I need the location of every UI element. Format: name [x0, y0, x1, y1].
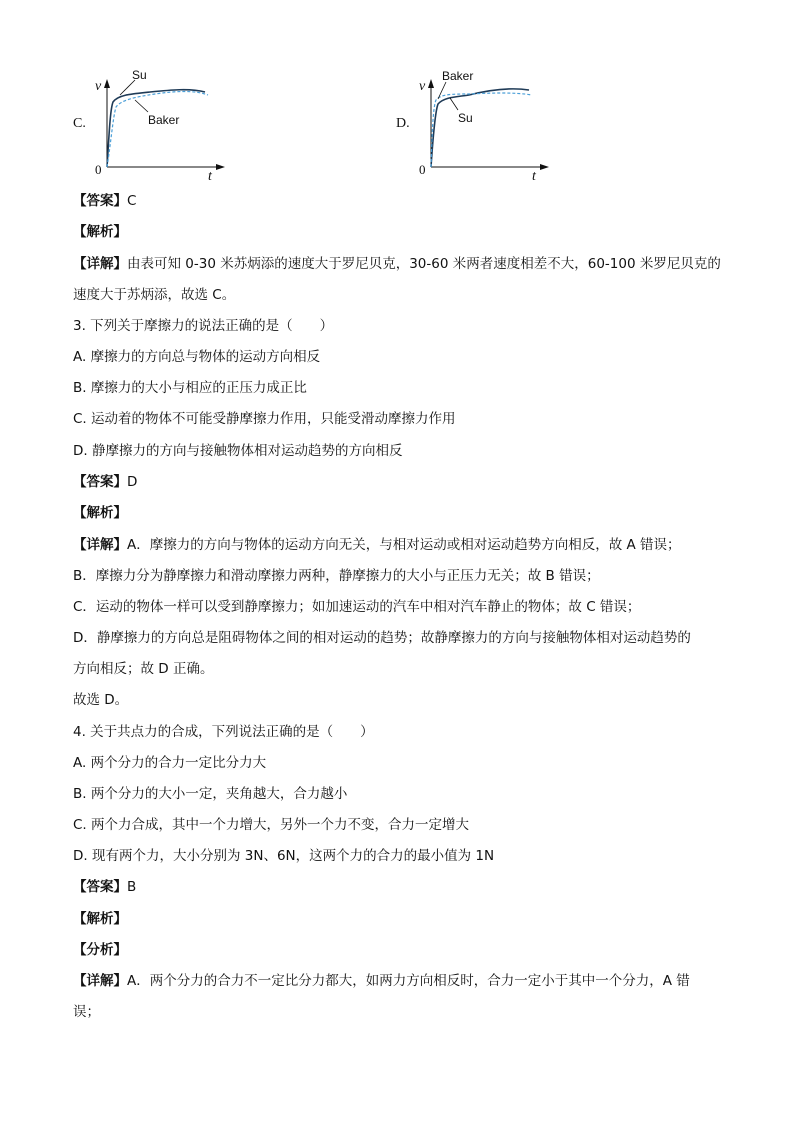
- q4-option-c: C. 两个力合成，其中一个力增大，另外一个力不变，合力一定增大: [73, 817, 470, 833]
- velocity-time-graph-c: [90, 62, 230, 182]
- option-d-label: D.: [396, 116, 410, 131]
- q3-option-b: B. 摩擦力的大小与相应的正压力成正比: [73, 380, 307, 396]
- q3-conclusion: 故选 D。: [73, 692, 129, 708]
- answer-value: D: [127, 474, 138, 490]
- su-curve: [431, 93, 532, 167]
- q4-detail-a-line-1: [73, 971, 690, 991]
- baker-curve: [431, 89, 529, 167]
- q4-answer: [73, 877, 136, 897]
- q4-option-b: B. 两个分力的大小一定，夹角越大，合力越小: [73, 786, 348, 802]
- baker-leader: [438, 82, 446, 99]
- baker-label: Baker: [442, 69, 474, 83]
- velocity-time-graph-d: [414, 62, 554, 182]
- q2-detail-line-2: 速度大于苏炳添，故选 C。: [73, 287, 236, 303]
- q3-detail-a: [73, 535, 681, 555]
- detail-text: 由表可知 0-30 米苏炳添的速度大于罗尼贝克，30-60 米两者速度相差不大，60-100 米罗尼贝克的: [127, 256, 721, 272]
- y-axis-label: v: [419, 79, 426, 94]
- detail-text: A．两个分力的合力不一定比分力都大，如两力方向相反时，合力一定小于其中一个分力，A 错: [127, 973, 690, 989]
- q2-answer: [73, 191, 136, 211]
- q3-detail-d-line-1: D．静摩擦力的方向总是阻碍物体之间的相对运动的趋势；故静摩擦力的方向与接触物体相对运动趋势的: [73, 630, 691, 646]
- answer-tag: 【答案】: [73, 193, 127, 209]
- fenxi-tag: 【分析】: [73, 942, 127, 958]
- q3-detail-d-line-2: 方向相反；故 D 正确。: [73, 661, 214, 677]
- q3-answer: [73, 472, 137, 492]
- y-axis-label: v: [95, 79, 102, 94]
- analysis-tag: 【解析】: [73, 505, 127, 521]
- detail-tag: 【详解】: [73, 256, 127, 272]
- q4-option-d: D. 现有两个力，大小分别为 3N、6N，这两个力的合力的最小值为 1N: [73, 848, 495, 864]
- x-axis-label: t: [208, 169, 212, 182]
- analysis-tag: 【解析】: [73, 224, 127, 240]
- detail-tag: 【详解】: [73, 973, 127, 989]
- q3-analysis-heading: [73, 503, 127, 523]
- answer-tag: 【答案】: [73, 879, 127, 895]
- baker-leader: [135, 100, 148, 112]
- q2-analysis-heading: [73, 222, 127, 242]
- q3-option-c: C. 运动着的物体不可能受静摩擦力作用，只能受滑动摩擦力作用: [73, 411, 456, 427]
- answer-value: B: [127, 879, 137, 895]
- q4-analysis-heading: [73, 909, 127, 929]
- analysis-tag: 【解析】: [73, 911, 127, 927]
- su-label: Su: [132, 68, 147, 82]
- x-axis-arrow: [216, 164, 225, 170]
- detail-text: A．摩擦力的方向与物体的运动方向无关，与相对运动或相对运动趋势方向相反，故 A 错误；: [127, 537, 681, 553]
- q4-fenxi-heading: [73, 940, 127, 960]
- option-c-label: C.: [73, 116, 86, 131]
- answer-value: C: [127, 193, 137, 209]
- q4-detail-a-line-2: 误；: [73, 1004, 100, 1020]
- q4-stem: 4. 关于共点力的合成，下列说法正确的是（ ）: [73, 724, 374, 740]
- q3-option-a: A. 摩擦力的方向总与物体的运动方向相反: [73, 349, 321, 365]
- q3-detail-c: C．运动的物体一样可以受到静摩擦力；如加速运动的汽车中相对汽车静止的物体；故 C 错误；: [73, 599, 641, 615]
- baker-curve: [107, 92, 208, 168]
- baker-label: Baker: [148, 113, 180, 127]
- q2-detail-line-1: [73, 254, 721, 274]
- origin-label: 0: [419, 162, 426, 177]
- x-axis-arrow: [540, 164, 549, 170]
- answer-tag: 【答案】: [73, 474, 127, 490]
- x-axis-label: t: [532, 169, 536, 182]
- detail-tag: 【详解】: [73, 537, 127, 553]
- q3-detail-b: B．摩擦力分为静摩擦力和滑动摩擦力两种，静摩擦力的大小与正压力无关；故 B 错误；: [73, 568, 600, 584]
- q3-option-d: D. 静摩擦力的方向与接触物体相对运动趋势的方向相反: [73, 443, 403, 459]
- su-curve: [107, 90, 205, 167]
- y-axis-arrow: [104, 79, 110, 88]
- su-label: Su: [458, 111, 473, 125]
- y-axis-arrow: [428, 79, 434, 88]
- origin-label: 0: [95, 162, 102, 177]
- q3-stem: 3. 下列关于摩擦力的说法正确的是（ ）: [73, 318, 334, 334]
- su-leader: [450, 98, 458, 110]
- su-leader: [120, 80, 135, 95]
- q4-option-a: A. 两个分力的合力一定比分力大: [73, 755, 267, 771]
